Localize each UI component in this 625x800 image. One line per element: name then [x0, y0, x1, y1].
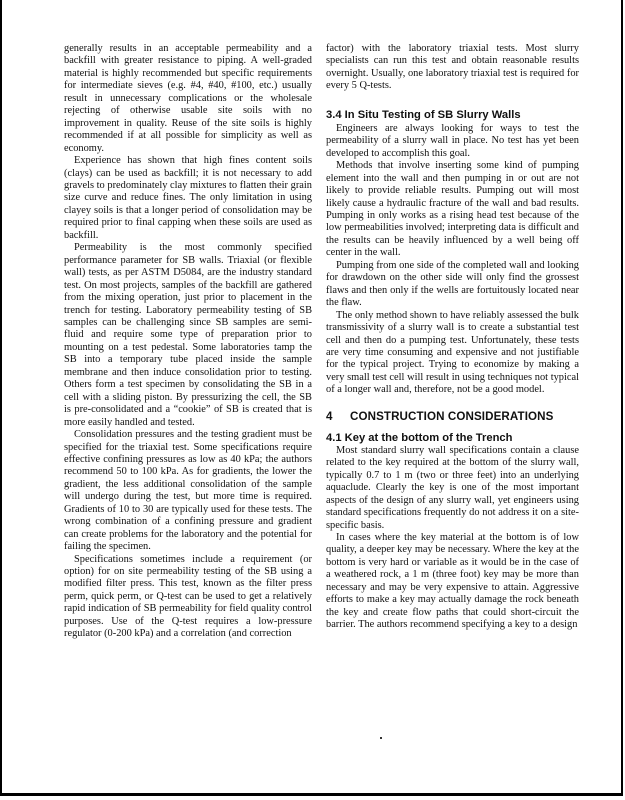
right-column	[326, 43, 579, 632]
section-heading-3-4: 3.4 In Situ Testing of SB Slurry Walls	[326, 108, 521, 121]
section-title: CONSTRUCTION CONSIDERATIONS	[350, 409, 554, 423]
paragraph-key-quality: In cases where the key material at the bottom is of low quality, a deeper key may be necessary. Where the key at the bottom is very hard or variable as it would be in the case of a weathered rock, a 1 m (three foot) key may be more than necessary and may be very expensive to attain. Aggressive efforts to make a key may actually damage the rock beneath the key and create flow paths that could short-circuit the barrier. The authors recommend specifying a key to a design	[326, 531, 579, 631]
paragraph-filter-press-test: Specifications sometimes include a requirement (or option) for on site permeability testing of the SB using a modified filter press. This test, known as the filter press perm, quick perm, or Q-test can be used to get a relatively rapid indication of SB permeability for field quality control purposes. Use of the Q-test requires a low-pressure regulator (0-200 kPa) and a correlation (and correction	[64, 553, 312, 640]
section-heading-4-1: 4.1 Key at the bottom of the Trench	[326, 431, 513, 444]
paragraph-key-specifications: Most standard slurry wall specifications contain a clause related to the key required at the bottom of the slurry wall, typically 0.7 to 1 m (two or three feet) into an underlying aquaclude. Clearly the key is one of the most important aspects of the design of any slurry wall, yet engineers using standard specifications frequently do not address it on a site-specific basis.	[326, 444, 579, 531]
scan-artifact-dot	[380, 737, 382, 739]
left-column	[64, 43, 312, 641]
paragraph-backfill-gradation: generally results in an acceptable permeability and a backfill with greater resistance to piping. A well-graded material is highly recommended but specific requirements for intermediate sieves (e.g. #4, #40, #100, etc.) usually result in unnecessary complications or the wholesale rejecting of otherwise usable site soils with no improvement in quality. Reuse of the site soils is highly recommended if at all possible for simplicity as well as economy.	[64, 43, 312, 154]
paragraph-test-cell: The only method shown to have reliably assessed the bulk transmissivity of a slurry wall is to create a substantial test cell and then do a pumping test. Unfortunately, these tests are very time consuming and expensive and not justifiable for the typical project. Trying to economize by making a very small test cell will result in using techniques not typical of a longer wall and, therefore, not be a good model.	[326, 309, 579, 396]
paragraph-drawdown: Pumping from one side of the completed wall and looking for drawdown on the other side will only find the grossest flaws and then only if the wells are fortuitously located near the flaw.	[326, 259, 579, 309]
paragraph-in-situ-intro: Engineers are always looking for ways to test the permeability of a slurry wall in place. No test has yet been developed to accomplish this goal.	[326, 122, 579, 159]
paragraph-consolidation-pressures: Consolidation pressures and the testing gradient must be specified for the triaxial test. Some specifications require effective confining pressures as low as 40 kPa; the authors recommend 50 to 100 kPa. As for gradients, the lower the gradient, the less additional consolidation of the sample will undergo during the test, but more time is required. Gradients of 10 to 30 are typically used for these tests. The wrong combination of a confining pressure and gradient can create problems for the laboratory and the potential for failing the specimen.	[64, 429, 312, 553]
paragraph-permeability-testing: Permeability is the most commonly specified performance parameter for SB walls. Triaxial (or flexible wall) tests, as per ASTM D5084, are the industry standard test. On most projects, samples of the backfill are gathered from the mixing operation, just prior to placement in the trench for testing. Laboratory permeability testing of SB samples can be challenging since SB samples are semi-fluid and require some type of preparation prior to mounting on a test pedestal. Some laboratories tamp the SB into a temporary tube placed inside the sample membrane and then induce consolidation prior to testing. Others form a test specimen by consolidating the SB in a cell with a sliding piston. By pressurizing the cell, the SB is pre-consolidated and a “cookie” of SB is created that is more easily handled and tested.	[64, 242, 312, 428]
paragraph-continuation: factor) with the laboratory triaxial tests. Most slurry specialists can run this test and obtain reasonable results overnight. Usually, one laboratory triaxial test is required for every 5 Q-tests.	[326, 43, 579, 92]
section-number: 4	[326, 409, 333, 423]
paragraph-pumping-methods: Methods that involve inserting some kind of pumping element into the wall and then pumping in or out are not likely to provide reliable results. Pumping out will most likely cause a hydraulic fracture of the wall and bad results. Pumping in only works as a rising head test because of the low permeabilities involved; interpreting data is difficult and the results can be heavily influenced by a well being off center in the wall.	[326, 160, 579, 259]
paragraph-high-fines-soils: Experience has shown that high fines content soils (clays) can be used as backfill; it is not necessary to add gravels to predominately clay mixtures to flatten their grain size curve and reduce fines. The only limitation in using clayey soils is that a longer period of consolidation may be required prior to final capping when these soils are used as backfill.	[64, 155, 312, 241]
section-heading-4	[326, 410, 579, 423]
